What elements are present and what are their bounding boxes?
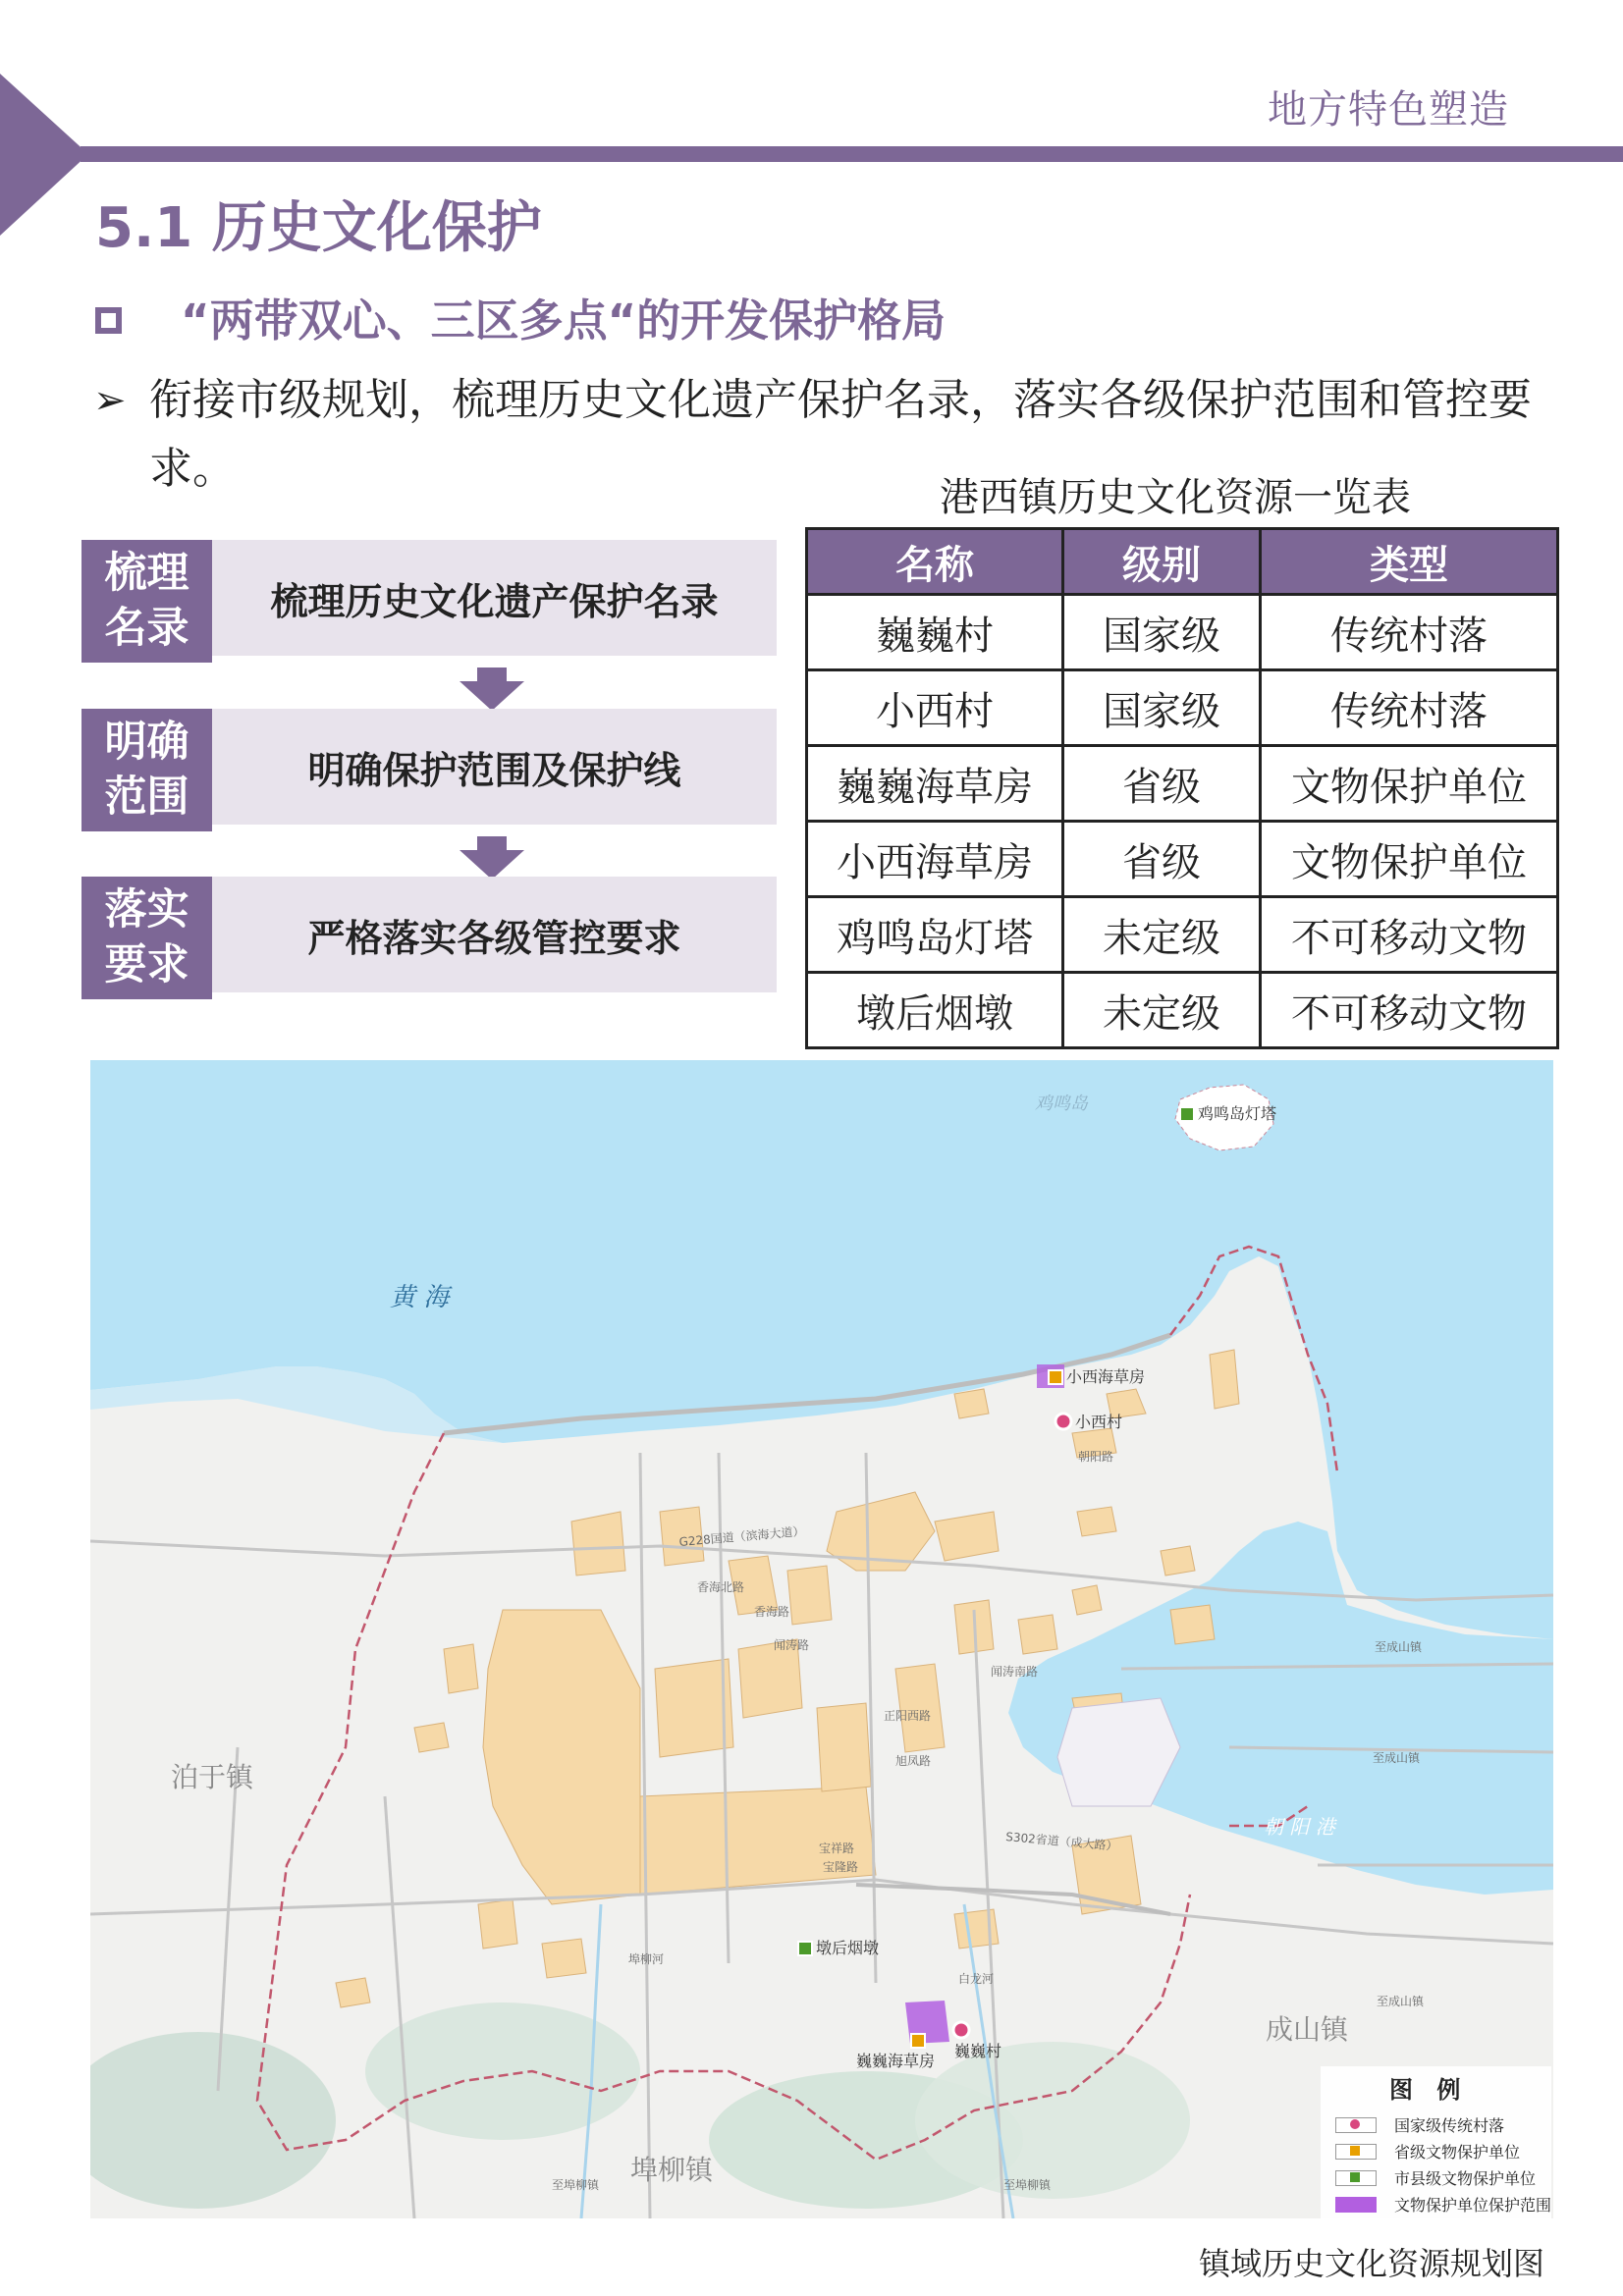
map-label-yandun: 墩后烟墩 bbox=[816, 1939, 880, 1957]
table-cell: 未定级 bbox=[1063, 897, 1261, 973]
down-arrow-icon bbox=[460, 667, 524, 711]
down-arrow-icon bbox=[460, 836, 524, 880]
legend-swatch-icon bbox=[1335, 2170, 1377, 2186]
table-cell: 文物保护单位 bbox=[1261, 822, 1558, 897]
legend-label: 省级文物保护单位 bbox=[1394, 2143, 1521, 2162]
flow-step-text: 梳理历史文化遗产保护名录 bbox=[212, 540, 777, 656]
table-cell: 巍巍海草房 bbox=[807, 746, 1063, 822]
table-cell: 省级 bbox=[1063, 822, 1261, 897]
legend-item bbox=[1335, 2193, 1551, 2216]
map-road-label: 闻涛南路 bbox=[991, 1665, 1039, 1679]
flow-step-1 bbox=[81, 540, 777, 663]
table-cell: 国家级 bbox=[1063, 670, 1261, 746]
map-label-town-west: 泊于镇 bbox=[171, 1761, 254, 1793]
weiwei-house-marker bbox=[911, 2034, 925, 2048]
bullet-text: 衔接市级规划，梳理历史文化遗产保护名录，落实各级保护范围和管控要求。 bbox=[149, 375, 1532, 494]
map-road-label: 正阳西路 bbox=[884, 1709, 932, 1723]
flow-step-tag bbox=[81, 540, 212, 663]
map-label-sea: 黄 海 bbox=[390, 1283, 450, 1312]
table-row bbox=[807, 746, 1558, 822]
legend-label: 市县级文物保护单位 bbox=[1394, 2169, 1537, 2188]
table-cell: 小西村 bbox=[807, 670, 1063, 746]
flow-tag-line: 落实 bbox=[104, 885, 189, 934]
table-row bbox=[807, 897, 1558, 973]
header-triangle-decoration bbox=[0, 74, 88, 236]
map-label-weiwei-village: 巍巍村 bbox=[954, 2042, 1002, 2060]
table-cell: 不可移动文物 bbox=[1261, 897, 1558, 973]
flow-tag-line: 明确 bbox=[104, 718, 189, 767]
flow-step-tag bbox=[81, 709, 212, 831]
map-label-xiaoxi-house: 小西海草房 bbox=[1066, 1367, 1146, 1386]
table-cell: 小西海草房 bbox=[807, 822, 1063, 897]
subtitle-text: “两带双心、三区多点“的开发保护格局 bbox=[181, 294, 947, 347]
flow-step-2 bbox=[81, 709, 777, 831]
table-row bbox=[807, 595, 1558, 670]
map-caption: 镇域历史文化资源规划图 bbox=[1198, 2245, 1544, 2282]
map-road-label: 旭凤路 bbox=[895, 1754, 932, 1768]
map-label-island: 鸡鸣岛 bbox=[1035, 1094, 1088, 1114]
table-row bbox=[807, 822, 1558, 897]
header-bar bbox=[81, 146, 1623, 162]
map-terrain bbox=[915, 2042, 1190, 2199]
map-road-label: 白龙河 bbox=[958, 1972, 995, 1986]
bullet-arrow-icon: ➢ bbox=[93, 378, 127, 423]
map-road-label: S302省道（成大路） bbox=[1004, 1830, 1119, 1853]
table-header-cell: 名称 bbox=[807, 529, 1063, 595]
table-row bbox=[807, 973, 1558, 1048]
map-svg bbox=[90, 1060, 1553, 2218]
map-road-label: 闻涛路 bbox=[774, 1638, 810, 1652]
flow-tag-line: 名录 bbox=[104, 604, 189, 653]
map-road-label: 宝隆路 bbox=[823, 1860, 859, 1874]
weiwei-village-marker bbox=[953, 2022, 969, 2038]
map-label-town-south: 埠柳镇 bbox=[630, 2154, 714, 2186]
table-row bbox=[807, 670, 1558, 746]
table-cell: 国家级 bbox=[1063, 595, 1261, 670]
xiaoxi-house-marker bbox=[1049, 1370, 1062, 1384]
section-title: 5.1 历史文化保护 bbox=[95, 196, 542, 260]
flow-step-3 bbox=[81, 877, 777, 999]
map-road-label: 至埠柳镇 bbox=[1003, 2178, 1052, 2192]
map-road-label: 宝祥路 bbox=[819, 1842, 855, 1855]
legend-item bbox=[1335, 2113, 1504, 2136]
table-cell: 鸡鸣岛灯塔 bbox=[807, 897, 1063, 973]
table-cell: 不可移动文物 bbox=[1261, 973, 1558, 1048]
flow-step-text: 严格落实各级管控要求 bbox=[212, 877, 777, 992]
table-cell: 省级 bbox=[1063, 746, 1261, 822]
table-caption: 港西镇历史文化资源一览表 bbox=[940, 475, 1411, 520]
map-road-label: 至成山镇 bbox=[1375, 1640, 1423, 1654]
resource-table bbox=[805, 527, 1559, 1049]
subtitle bbox=[95, 285, 946, 348]
map-label-xiaoxi-village: 小西村 bbox=[1075, 1413, 1123, 1431]
table-cell: 巍巍村 bbox=[807, 595, 1063, 670]
table-header-cell: 级别 bbox=[1063, 529, 1261, 595]
yandun-marker bbox=[798, 1942, 812, 1955]
town-heritage-map bbox=[90, 1060, 1553, 2218]
map-road-label: 朝阳路 bbox=[1078, 1450, 1114, 1464]
table-header-cell: 类型 bbox=[1261, 529, 1558, 595]
map-road-label: G228国道（滨海大道） bbox=[678, 1523, 805, 1549]
map-legend bbox=[1321, 2066, 1551, 2218]
map-label-harbor: 朝 阳 港 bbox=[1264, 1815, 1335, 1839]
flow-step-tag bbox=[81, 877, 212, 999]
map-road-label: 香海路 bbox=[754, 1605, 790, 1619]
table-cell: 传统村落 bbox=[1261, 595, 1558, 670]
map-road-label: 埠柳河 bbox=[628, 1952, 665, 1966]
flow-step-text: 明确保护范围及保护线 bbox=[212, 709, 777, 825]
flow-tag-line: 要求 bbox=[104, 940, 189, 989]
flow-tag-line: 梳理 bbox=[104, 549, 189, 598]
table-cell: 文物保护单位 bbox=[1261, 746, 1558, 822]
header-section-label: 地方特色塑造 bbox=[1268, 87, 1509, 133]
table-cell: 墩后烟墩 bbox=[807, 973, 1063, 1048]
legend-item bbox=[1335, 2166, 1536, 2189]
legend-label: 国家级传统村落 bbox=[1394, 2116, 1505, 2135]
checkbox-square-icon bbox=[95, 307, 122, 334]
xiaoxi-village-marker bbox=[1055, 1414, 1071, 1429]
table-header-row bbox=[807, 529, 1558, 595]
map-label-lighthouse: 鸡鸣岛灯塔 bbox=[1198, 1104, 1277, 1123]
legend-label: 文物保护单位保护范围 bbox=[1394, 2196, 1552, 2215]
map-road-label: 至成山镇 bbox=[1373, 1751, 1421, 1765]
map-label-weiwei-house: 巍巍海草房 bbox=[856, 2052, 936, 2070]
map-road-label: 至埠柳镇 bbox=[552, 2178, 600, 2192]
lighthouse-marker bbox=[1180, 1107, 1194, 1121]
table-cell: 传统村落 bbox=[1261, 670, 1558, 746]
legend-swatch-icon bbox=[1335, 2197, 1377, 2213]
map-road-label: 香海北路 bbox=[697, 1580, 745, 1594]
table-cell: 未定级 bbox=[1063, 973, 1261, 1048]
flow-tag-line: 范围 bbox=[104, 773, 189, 822]
map-label-town-east: 成山镇 bbox=[1266, 2013, 1349, 2046]
legend-item bbox=[1335, 2140, 1520, 2163]
legend-title: 图 例 bbox=[1389, 2076, 1469, 2104]
legend-swatch-icon bbox=[1335, 2117, 1377, 2133]
map-road-label: 至成山镇 bbox=[1377, 1995, 1425, 2008]
legend-swatch-icon bbox=[1335, 2144, 1377, 2160]
